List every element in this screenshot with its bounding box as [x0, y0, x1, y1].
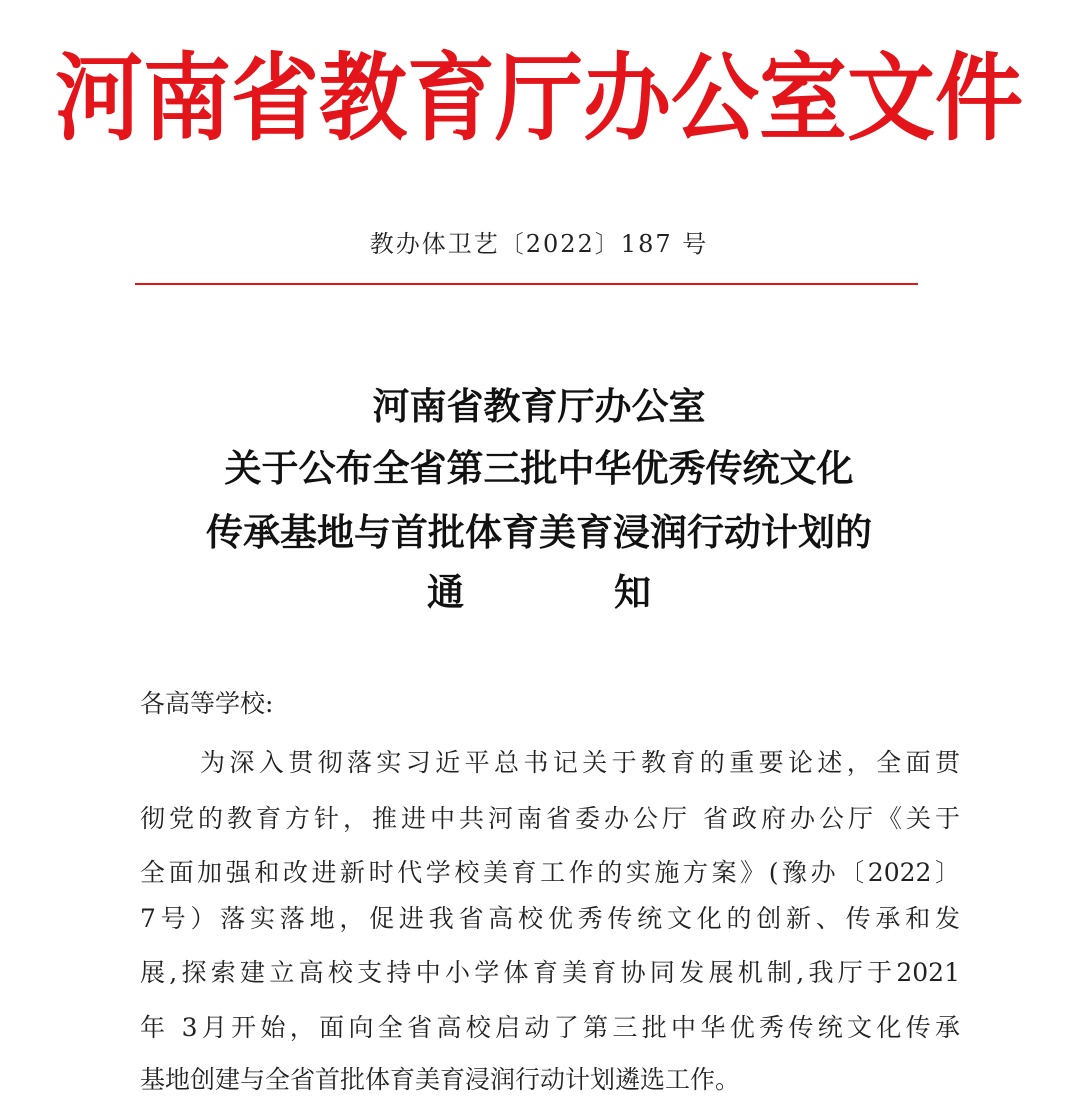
- document-number: 教办体卫艺〔2022〕187 号: [369, 230, 709, 258]
- body-line: 为深入贯彻落实习近平总书记关于教育的重要论述，全面贯: [200, 748, 960, 777]
- title-line-3: 传承基地与首批体育美育浸润行动计划的: [206, 511, 872, 554]
- title-line-2: 关于公布全省第三批中华优秀传统文化: [224, 447, 854, 490]
- title-notice-char-1: 通: [427, 571, 464, 614]
- red-separator-line: [135, 283, 918, 285]
- body-line: 年 3月开始，面向全省高校启动了第三批中华优秀传统文化传承: [140, 1013, 960, 1042]
- title-line-4: [0, 562, 1078, 624]
- document-masthead: 河南省教育厅办公室文件: [54, 41, 1023, 154]
- body-line: 基地创建与全省首批体育美育浸润行动计划遴选工作。: [140, 1065, 741, 1094]
- title-notice-char-2: 知: [614, 571, 651, 614]
- body-line: 彻党的教育方针，推进中共河南省委办公厅 省政府办公厅《关于: [140, 804, 960, 833]
- salutation: 各高等学校:: [140, 689, 274, 718]
- body-line: 展,探索建立高校支持中小学体育美育协同发展机制,我厅于2021: [140, 958, 960, 987]
- body-line: 7号）落实落地，促进我省高校优秀传统文化的创新、传承和发: [140, 904, 960, 933]
- title-line-1: 河南省教育厅办公室: [372, 385, 706, 428]
- body-line: 全面加强和改进新时代学校美育工作的实施方案》(豫办〔2022〕: [140, 858, 960, 887]
